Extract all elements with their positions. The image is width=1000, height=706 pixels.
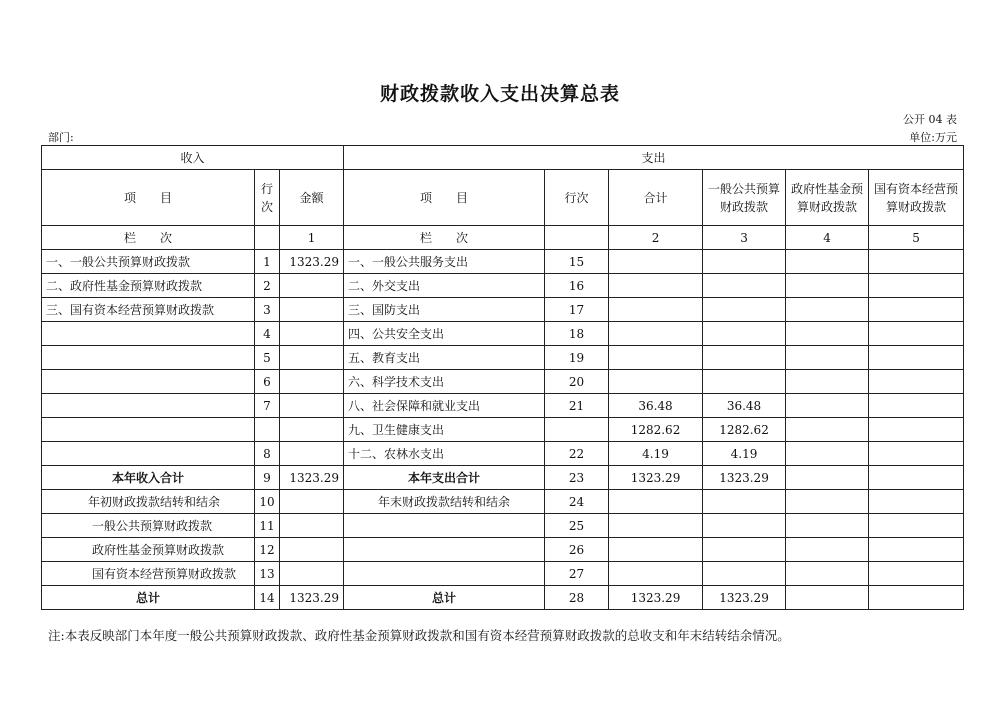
empty-cell [255,226,280,250]
line-number: 15 [545,250,609,274]
empty-cell [545,226,609,250]
income-item: 二、政府性基金预算财政拨款 [42,274,255,298]
total-cell [609,250,703,274]
unit-label: 单位:万元 [909,131,957,144]
state-capital-cell [869,514,964,538]
total-cell: 36.48 [609,394,703,418]
income-item-header: 项 目 [42,170,255,226]
general-budget-header: 一般公共预算财政拨款 [703,170,786,226]
gov-fund-cell [786,442,869,466]
total-cell: 4.19 [609,442,703,466]
total-cell [609,274,703,298]
expense-item: 三、国防支出 [344,298,545,322]
income-item: 年初财政拨款结转和结余 [42,490,255,514]
line-number: 16 [545,274,609,298]
amount-cell: 1323.29 [280,466,344,490]
amount-cell [280,514,344,538]
general-cell [703,538,786,562]
state-capital-cell [869,538,964,562]
year-income-total-label: 本年收入合计 [42,466,255,490]
state-capital-cell [869,586,964,610]
total-header: 合计 [609,170,703,226]
line-number: 13 [255,562,280,586]
carry-over-body [42,490,964,586]
carry-over-row [42,538,964,562]
state-capital-header: 国有资本经营预算财政拨款 [869,170,964,226]
line-number: 11 [255,514,280,538]
state-capital-cell [869,250,964,274]
amount-cell: 1323.29 [280,250,344,274]
expense-item: 六、科学技术支出 [344,370,545,394]
col-4: 4 [786,226,869,250]
gov-fund-cell [786,298,869,322]
general-cell [703,346,786,370]
header-row-2 [42,170,964,226]
expense-item: 九、卫生健康支出 [344,418,545,442]
expense-item: 五、教育支出 [344,346,545,370]
income-header: 收入 [42,146,344,170]
gov-fund-header: 政府性基金预算财政拨款 [786,170,869,226]
line-number: 22 [545,442,609,466]
state-capital-cell [869,346,964,370]
total-cell [609,490,703,514]
amount-cell [280,370,344,394]
expense-item: 一、一般公共服务支出 [344,250,545,274]
gov-fund-cell [786,370,869,394]
line-number: 4 [255,322,280,346]
income-item [42,442,255,466]
table-body [42,250,964,466]
income-item: 政府性基金预算财政拨款 [42,538,255,562]
table-row [42,274,964,298]
line-number: 14 [255,586,280,610]
general-cell: 1323.29 [703,586,786,610]
gov-fund-cell [786,250,869,274]
year-total-row [42,466,964,490]
expense-item: 二、外交支出 [344,274,545,298]
income-item [42,418,255,442]
gov-fund-cell [786,586,869,610]
line-number: 27 [545,562,609,586]
amount-cell [280,442,344,466]
gov-fund-cell [786,514,869,538]
general-cell [703,274,786,298]
gov-fund-cell [786,394,869,418]
col-label: 栏 次 [344,226,545,250]
general-cell [703,514,786,538]
state-capital-cell [869,298,964,322]
general-cell [703,490,786,514]
income-item: 国有资本经营预算财政拨款 [42,562,255,586]
expense-line-header: 行次 [545,170,609,226]
general-cell [703,250,786,274]
line-number: 1 [255,250,280,274]
line-number: 7 [255,394,280,418]
expense-item: 四、公共安全支出 [344,322,545,346]
line-number: 23 [545,466,609,490]
page-title: 财政拨款收入支出决算总表 [379,83,620,105]
expense-item [344,562,545,586]
income-item [42,370,255,394]
amount-cell [280,418,344,442]
income-item: 三、国有资本经营预算财政拨款 [42,298,255,322]
total-cell [609,322,703,346]
line-number: 28 [545,586,609,610]
line-number: 18 [545,322,609,346]
gov-fund-cell [786,322,869,346]
table-row [42,298,964,322]
total-cell: 1323.29 [609,466,703,490]
total-cell [609,370,703,394]
general-cell: 1282.62 [703,418,786,442]
general-cell [703,370,786,394]
grand-total-label: 总计 [42,586,255,610]
gov-fund-cell [786,418,869,442]
income-item [42,322,255,346]
line-number: 2 [255,274,280,298]
gov-fund-cell [786,274,869,298]
total-cell: 1282.62 [609,418,703,442]
line-number: 21 [545,394,609,418]
line-number: 6 [255,370,280,394]
state-capital-cell [869,442,964,466]
line-number [255,418,280,442]
col-1: 1 [280,226,344,250]
gov-fund-cell [786,346,869,370]
line-number: 25 [545,514,609,538]
gov-fund-cell [786,466,869,490]
table-row [42,250,964,274]
line-number [545,418,609,442]
general-cell: 1323.29 [703,466,786,490]
department-label: 部门: [48,131,74,144]
amount-cell [280,298,344,322]
amount-cell [280,538,344,562]
line-number: 5 [255,346,280,370]
line-number: 9 [255,466,280,490]
line-number: 24 [545,490,609,514]
income-item [42,346,255,370]
income-item: 一般公共预算财政拨款 [42,514,255,538]
total-cell [609,346,703,370]
total-cell: 1323.29 [609,586,703,610]
expense-item: 年末财政拨款结转和结余 [344,490,545,514]
col-3: 3 [703,226,786,250]
footnote: 注:本表反映部门本年度一般公共预算财政拨款、政府性基金预算财政拨款和国有资本经营预算财政拨款的总收支和年末结转结余情况。 [48,628,790,643]
amount-cell [280,394,344,418]
state-capital-cell [869,322,964,346]
state-capital-cell [869,490,964,514]
general-cell [703,298,786,322]
line-number: 26 [545,538,609,562]
carry-over-row [42,562,964,586]
income-line-header: 行次 [255,170,280,226]
general-cell: 4.19 [703,442,786,466]
total-cell [609,514,703,538]
state-capital-cell [869,466,964,490]
form-number: 公开 04 表 [903,113,957,126]
table-row [42,394,964,418]
col-5: 5 [869,226,964,250]
total-cell [609,562,703,586]
expense-item-header: 项 目 [344,170,545,226]
expense-item [344,538,545,562]
line-number: 12 [255,538,280,562]
line-number: 20 [545,370,609,394]
line-number: 8 [255,442,280,466]
table-row [42,370,964,394]
grand-total-row [42,586,964,610]
state-capital-cell [869,562,964,586]
expense-item: 八、社会保障和就业支出 [344,394,545,418]
income-item: 一、一般公共预算财政拨款 [42,250,255,274]
line-number: 19 [545,346,609,370]
amount-header: 金额 [280,170,344,226]
total-cell [609,298,703,322]
gov-fund-cell [786,490,869,514]
state-capital-cell [869,394,964,418]
amount-cell [280,346,344,370]
year-expense-total-label: 本年支出合计 [344,466,545,490]
expense-item [344,514,545,538]
line-number: 17 [545,298,609,322]
amount-cell [280,562,344,586]
expense-item: 十二、农林水支出 [344,442,545,466]
column-index-row [42,226,964,250]
header-row-1 [42,146,964,170]
state-capital-cell [869,274,964,298]
col-2: 2 [609,226,703,250]
carry-over-row [42,490,964,514]
general-cell [703,562,786,586]
amount-cell [280,274,344,298]
state-capital-cell [869,370,964,394]
gov-fund-cell [786,562,869,586]
amount-cell: 1323.29 [280,586,344,610]
amount-cell [280,322,344,346]
table-row [42,346,964,370]
summary-table [41,145,964,610]
line-number: 10 [255,490,280,514]
carry-over-row [42,514,964,538]
table-row [42,442,964,466]
table-row [42,322,964,346]
col-label: 栏 次 [42,226,255,250]
line-number: 3 [255,298,280,322]
expense-header: 支出 [344,146,964,170]
general-cell: 36.48 [703,394,786,418]
grand-total-label: 总计 [344,586,545,610]
income-item [42,394,255,418]
general-cell [703,322,786,346]
gov-fund-cell [786,538,869,562]
table-row [42,418,964,442]
state-capital-cell [869,418,964,442]
amount-cell [280,490,344,514]
total-cell [609,538,703,562]
